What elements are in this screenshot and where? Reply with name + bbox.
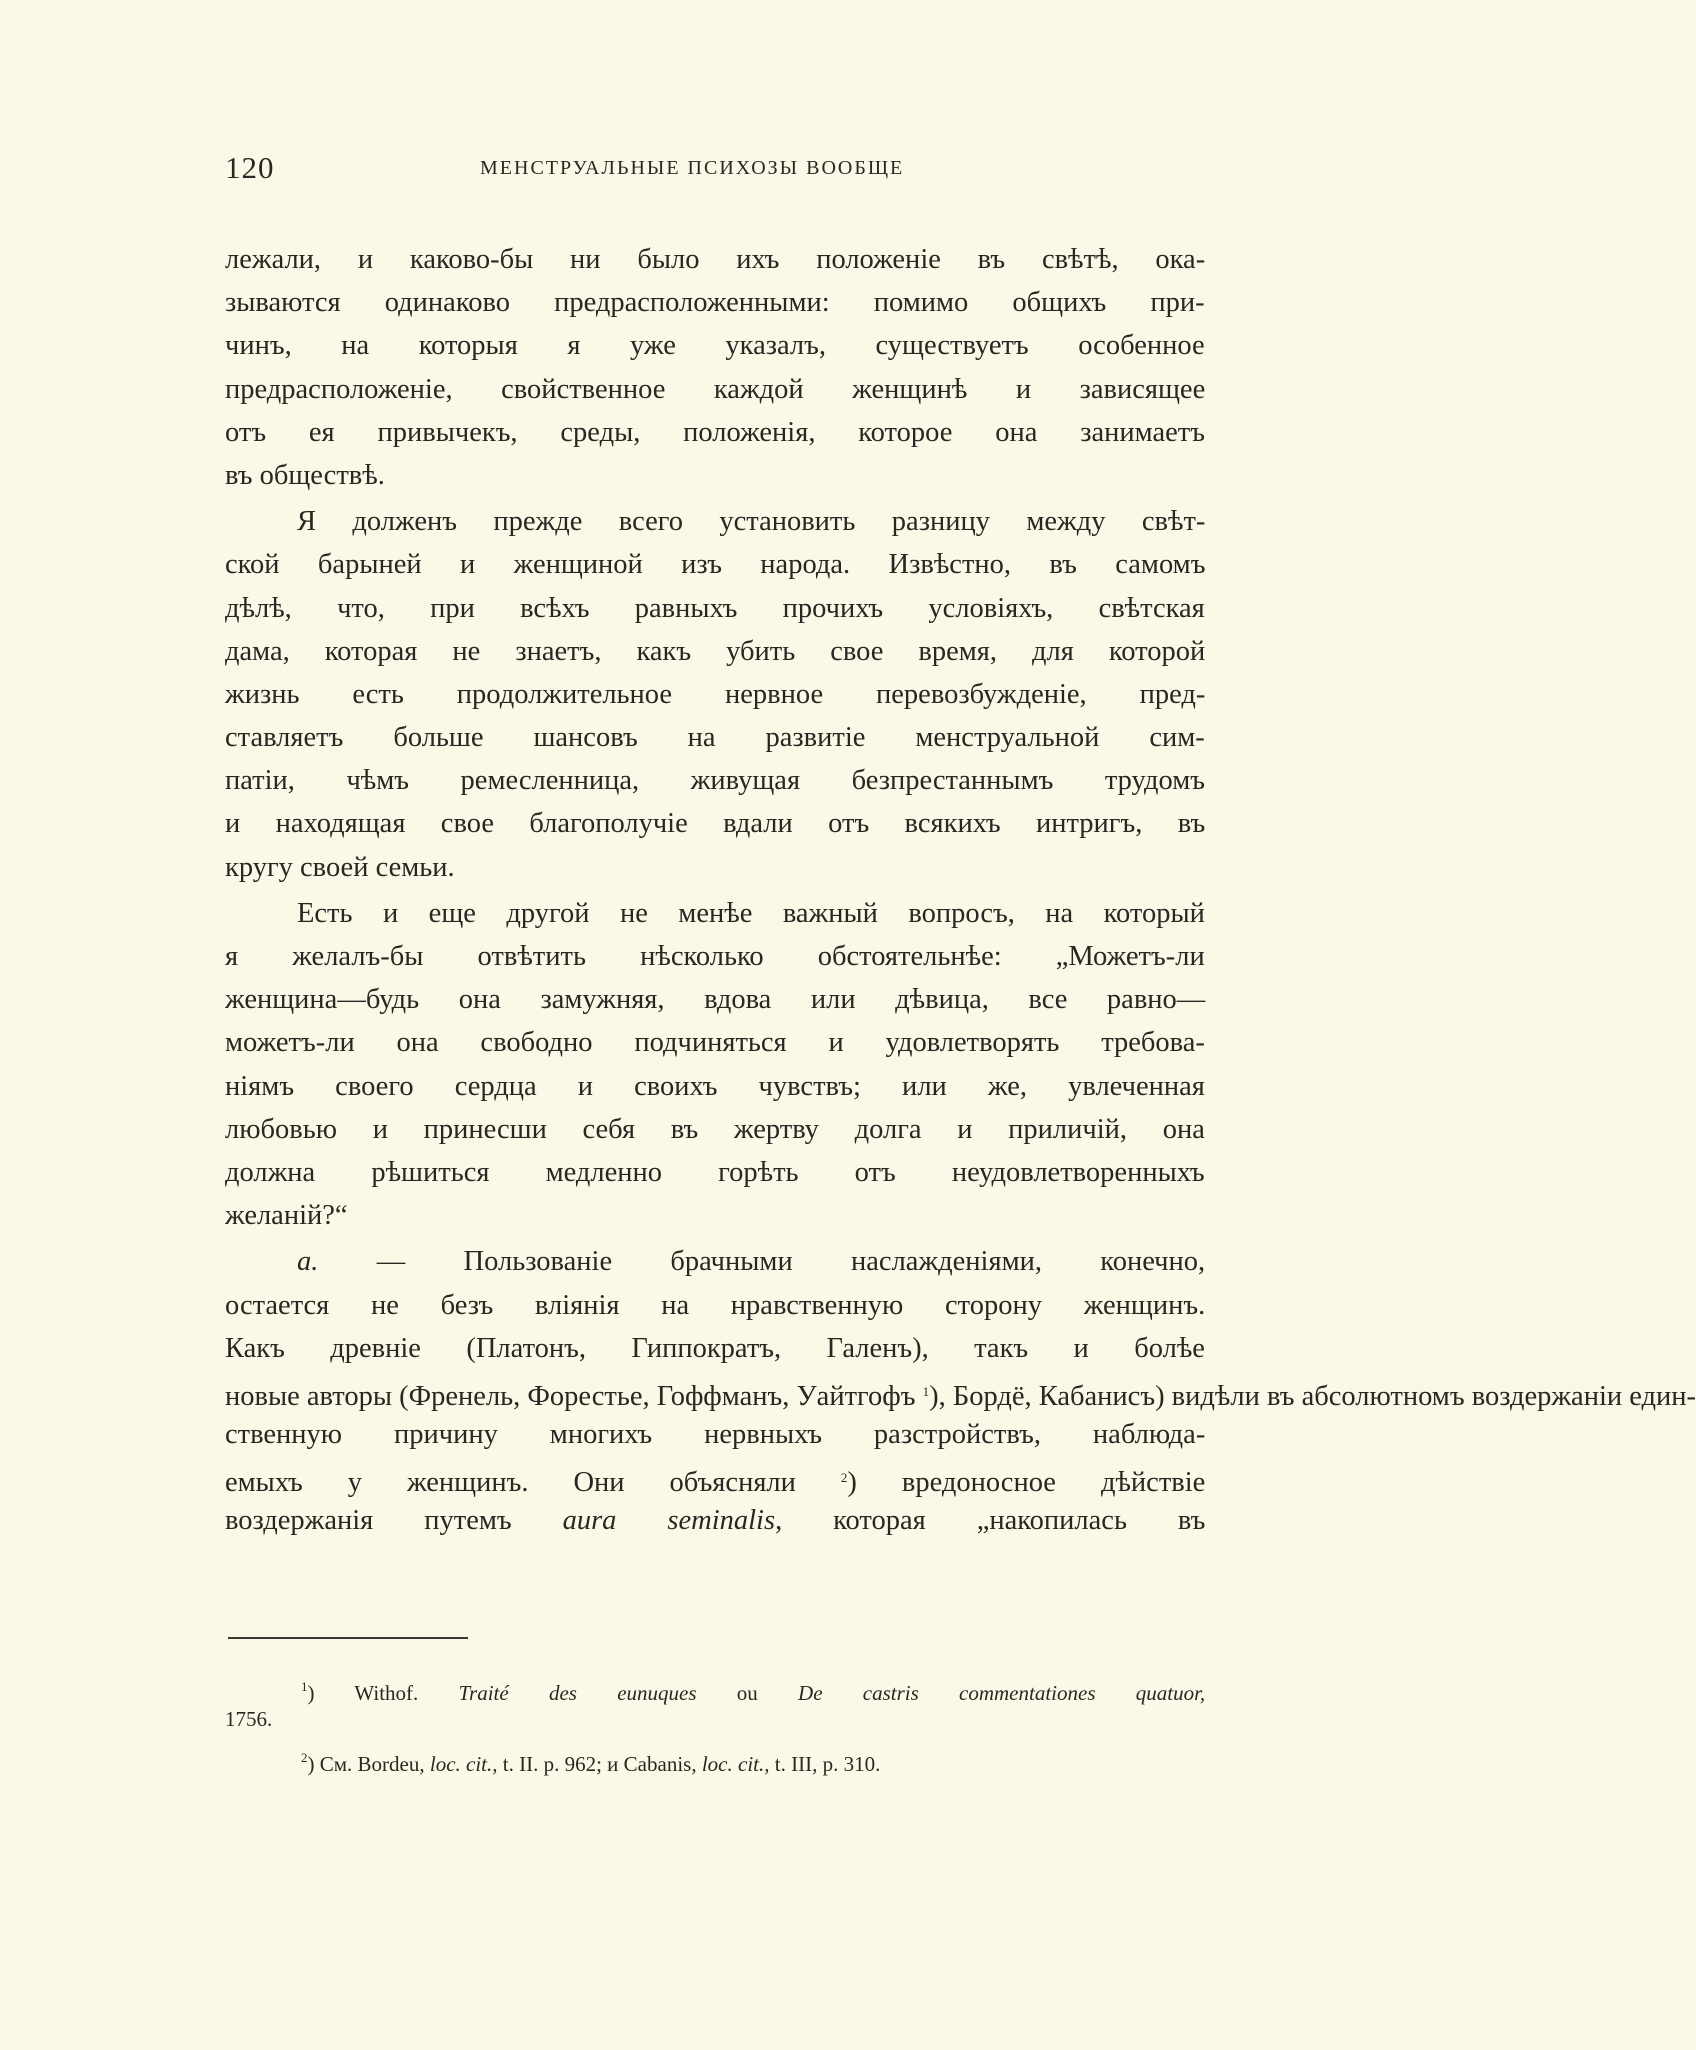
footnote-loc-cit: loc. cit. bbox=[701, 1752, 765, 1776]
line-text-part: ), Бордё, Кабанисъ) видѣли въ абсолютномъ воздержанiи един- bbox=[929, 1380, 1696, 1412]
text-line bbox=[225, 978, 1205, 1021]
footnote-ref-1[interactable]: 1 bbox=[922, 1383, 930, 1399]
line-text: предрасположенiе, свойственное каждой женщинѣ и зависящее bbox=[225, 373, 1206, 405]
text-line bbox=[225, 1413, 1205, 1456]
line-text: въ обществѣ. bbox=[225, 459, 385, 491]
line-text: кругу своей семьи. bbox=[225, 851, 455, 883]
line-text: патiи, чѣмъ ремесленница, живущая безпрестаннымъ трудомъ bbox=[225, 765, 1205, 797]
text-line bbox=[225, 846, 1205, 889]
line-text-part: воздержанiя путемъ bbox=[225, 1505, 512, 1537]
line-text-part: — Пользованiе брачными наслажденiями, конечно, bbox=[376, 1246, 1206, 1278]
line-text-part: , которая „накопилась въ bbox=[775, 1505, 1206, 1537]
footnote-mark: 2 bbox=[301, 1750, 308, 1765]
text-line bbox=[225, 716, 1205, 759]
line-text: зываются одинаково предрасположенными: помимо общихъ при- bbox=[225, 287, 1205, 319]
line-text: дама, которая не знаетъ, какъ убить свое время, для которой bbox=[225, 635, 1206, 667]
text-line bbox=[225, 411, 1205, 454]
text-line bbox=[225, 1151, 1205, 1194]
footnote-title: De castris commentationes quatuor, bbox=[798, 1681, 1206, 1705]
line-text-part: новые авторы (Френель, Форестье, Гоффманъ, Уайтгофъ bbox=[225, 1380, 916, 1412]
text-line bbox=[225, 935, 1205, 978]
line-text: ской барыней и женщиной изъ народа. Извѣстно, въ самомъ bbox=[225, 549, 1206, 581]
line-text: должна рѣшиться медленно горѣть отъ неудовлетворенныхъ bbox=[225, 1156, 1205, 1188]
line-text bbox=[225, 1456, 1205, 1499]
line-text: остается не безъ влiянiя на нравственную сторону женщинъ. bbox=[225, 1289, 1206, 1321]
text-line bbox=[225, 281, 1205, 324]
text-line bbox=[225, 1240, 1205, 1283]
latin-term: aura seminalis bbox=[562, 1505, 776, 1537]
text-line bbox=[225, 1499, 1205, 1542]
text-line bbox=[225, 673, 1205, 716]
text-line bbox=[225, 802, 1205, 845]
footnote-title: Traité des eunuques bbox=[458, 1681, 697, 1705]
line-text: дѣлѣ, что, при всѣхъ равныхъ прочихъ условiяхъ, свѣтская bbox=[225, 592, 1205, 624]
footnote-divider bbox=[228, 1637, 468, 1639]
line-text: Есть и еще другой не менѣе важный вопросъ, на который bbox=[297, 897, 1205, 929]
text-line bbox=[225, 1284, 1205, 1327]
text-line bbox=[225, 324, 1205, 367]
body-text bbox=[225, 238, 1696, 1543]
text-line bbox=[225, 500, 1205, 543]
text-line bbox=[225, 1065, 1205, 1108]
line-text: ственную причину многихъ нервныхъ разстройствъ, наблюда- bbox=[225, 1419, 1206, 1451]
text-line bbox=[225, 543, 1205, 586]
line-text bbox=[225, 1370, 1696, 1413]
text-line bbox=[225, 1194, 1205, 1237]
line-text: любовью и принесши себя въ жертву долга и приличiй, она bbox=[225, 1113, 1205, 1145]
page-header bbox=[225, 150, 1205, 190]
footnote-loc-cit: loc. cit. bbox=[429, 1752, 493, 1776]
text-line bbox=[225, 892, 1205, 935]
section-mark: a. bbox=[297, 1246, 319, 1278]
line-text: Какъ древнiе (Платонъ, Гиппократъ, Галенъ), такъ и болѣе bbox=[225, 1332, 1205, 1364]
line-text: жизнь есть продолжительное нервное перевозбужденiе, пред- bbox=[225, 678, 1206, 710]
text-line bbox=[225, 1456, 1205, 1499]
footnote-text-part: ou bbox=[736, 1681, 758, 1705]
line-text: Я долженъ прежде всего установить разницу между свѣт- bbox=[297, 506, 1206, 538]
text-line bbox=[225, 454, 1205, 497]
text-line bbox=[225, 1370, 1696, 1413]
footnote-mark: 1 bbox=[301, 1679, 308, 1694]
footnote-text: $^2$) См. Bordeu, loc. cit., t. II. p. 962; и Cabanis, loc. cit., t. III, p. 310. bbox=[301, 1750, 881, 1776]
line-text bbox=[225, 1499, 1205, 1542]
page-number: 120 bbox=[225, 150, 275, 185]
line-text: можетъ-ли она свободно подчиняться и удовлетворять требова- bbox=[225, 1027, 1205, 1059]
text-line bbox=[225, 759, 1205, 802]
line-text: ставляетъ больше шансовъ на развитiе менструальной сим- bbox=[225, 722, 1205, 754]
line-text: чинъ, на которыя я уже указалъ, существуетъ особенное bbox=[225, 330, 1205, 362]
line-text bbox=[297, 1240, 1205, 1283]
line-text: нiямъ своего сердца и своихъ чувствъ; или же, увлеченная bbox=[225, 1070, 1205, 1102]
text-line bbox=[225, 1327, 1205, 1370]
line-text: отъ ея привычекъ, среды, положенiя, которое она занимаетъ bbox=[225, 416, 1205, 448]
running-title: МЕНСТРУАЛЬНЫЕ ПСИХОЗЫ ВООБЩЕ bbox=[480, 157, 905, 179]
footnote-1-cont bbox=[225, 1703, 1205, 1736]
text-line bbox=[225, 630, 1205, 673]
line-text: желанiй?“ bbox=[225, 1200, 348, 1232]
line-text: и находящая свое благополучiе вдали отъ всякихъ интригъ, въ bbox=[225, 808, 1206, 840]
line-text-part: ) вредоносное дѣйствiе bbox=[847, 1467, 1206, 1499]
text-line bbox=[225, 238, 1205, 281]
line-text-part: емыхъ у женщинъ. Они объясняли bbox=[225, 1467, 796, 1499]
footnote-author: Withof. bbox=[354, 1681, 419, 1705]
text-line bbox=[225, 587, 1205, 630]
footnote-year: 1756. bbox=[225, 1707, 273, 1731]
text-line bbox=[225, 1021, 1205, 1064]
footnote-text: $^1$) Withof. Traité des eunuques ou De castris commentationes quatuor, bbox=[301, 1679, 1206, 1705]
text-line bbox=[225, 368, 1205, 411]
line-text: женщина—будь она замужняя, вдова или дѣвица, все равно— bbox=[225, 984, 1206, 1016]
footnotes bbox=[225, 1670, 1205, 1774]
footnote-text-part: , t. II. p. 962; и Cabanis, bbox=[492, 1752, 697, 1776]
footnote-text-part: См. Bordeu, bbox=[319, 1752, 425, 1776]
text-line bbox=[225, 1108, 1205, 1151]
footnote-ref-2[interactable]: 2 bbox=[840, 1470, 848, 1486]
line-text: лежали, и каково-бы ни было ихъ положенiе въ свѣтѣ, ока- bbox=[225, 244, 1206, 275]
footnote-1 bbox=[225, 1670, 1205, 1703]
footnote-text-part: , t. III, p. 310. bbox=[764, 1752, 881, 1776]
footnote-2 bbox=[225, 1741, 1205, 1774]
line-text: я желалъ-бы отвѣтить нѣсколько обстоятельнѣе: „Можетъ-ли bbox=[225, 941, 1205, 972]
